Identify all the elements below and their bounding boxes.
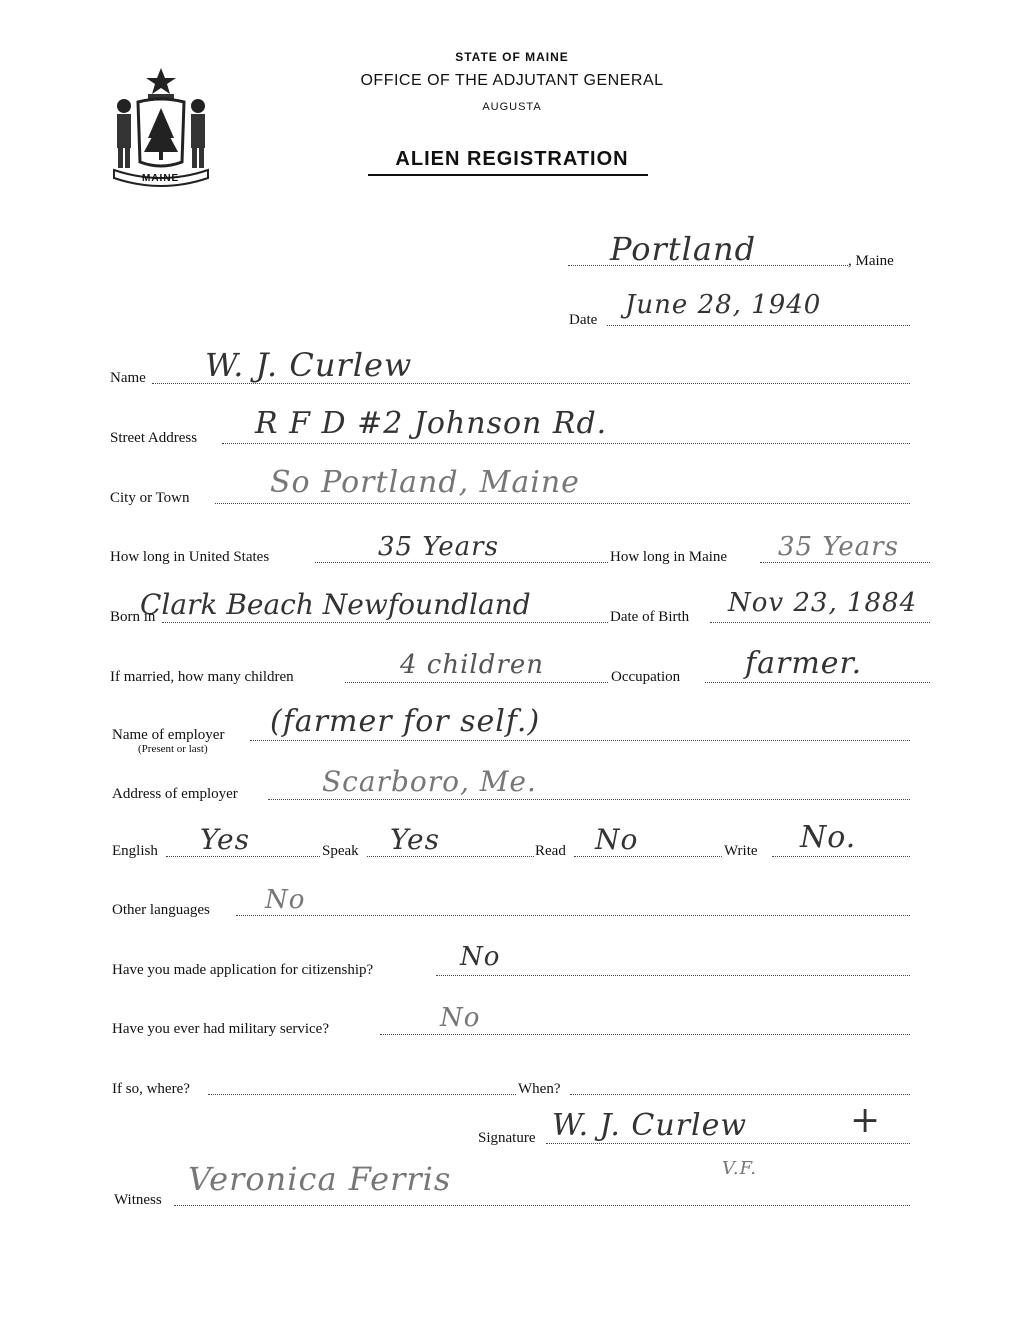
signature-mark: + [850,1100,882,1141]
signature-value: W. J. Curlew [552,1108,748,1143]
born-label: Born in [110,609,156,625]
years-maine-line [760,562,930,563]
date-label: Date [569,312,598,328]
english-line [166,856,320,857]
where-line [208,1094,516,1095]
years-maine-label: How long in Maine [610,549,728,565]
occupation-value: farmer. [745,646,863,681]
city-label: City or Town [110,490,190,506]
when-line [570,1094,910,1095]
witness-label: Witness [114,1192,162,1208]
employer-sublabel: (Present or last) [138,743,208,755]
years-maine-value: 35 Years [778,532,899,562]
years-us-value: 35 Years [378,532,499,562]
english-value: Yes [200,823,250,856]
read-line [574,856,722,857]
read-value: No [595,823,639,856]
header-city: AUGUSTA [482,101,542,113]
name-label: Name [110,370,146,386]
street-value: R F D #2 Johnson Rd. [255,406,608,441]
place-label: , Maine [848,253,894,269]
header-office: OFFICE OF THE ADJUTANT GENERAL [360,72,664,89]
street-label: Street Address [110,430,198,446]
write-value: No. [800,820,857,855]
citizenship-line [436,975,910,976]
read-label: Read [535,843,566,859]
employer-value: (farmer for self.) [270,704,541,739]
employer-line [250,740,910,741]
dob-value: Nov 23, 1884 [728,588,918,618]
street-line [222,443,910,444]
seal-banner-text: MAINE [142,173,180,184]
citizenship-value: No [460,942,501,972]
other-languages-label: Other languages [112,902,210,918]
years-us-label: How long in United States [110,549,270,565]
date-value: June 28, 1940 [625,290,822,320]
place-value: Portland [610,230,757,268]
title-underline [368,174,648,176]
header-state: STATE OF MAINE [455,50,569,64]
date-line [607,325,910,326]
employer-label: Name of employer [112,727,225,743]
other-languages-value: No [265,885,306,915]
name-value: W. J. Curlew [205,346,413,384]
english-label: English [112,843,158,859]
employer-address-value: Scarboro, Me. [322,765,537,798]
military-value: No [440,1003,481,1033]
dob-line [710,622,930,623]
where-label: If so, where? [112,1081,190,1097]
signature-initials: V.F. [722,1158,757,1179]
witness-line [174,1205,910,1206]
children-label: If married, how many children [110,669,294,685]
citizenship-label: Have you made application for citizenship? [112,962,374,978]
speak-value: Yes [390,823,440,856]
write-line [772,856,910,857]
city-line [215,503,910,504]
children-line [345,682,608,683]
occupation-line [705,682,930,683]
military-line [380,1034,910,1035]
when-label: When? [518,1081,561,1097]
employer-address-line [268,799,910,800]
witness-value: Veronica Ferris [188,1160,452,1198]
years-us-line [315,562,608,563]
military-label: Have you ever had military service? [112,1021,329,1037]
born-line [162,622,608,623]
write-label: Write [724,843,758,859]
dob-label: Date of Birth [610,609,690,625]
speak-label: Speak [322,843,359,859]
occupation-label: Occupation [611,669,681,685]
speak-line [367,856,534,857]
employer-address-label: Address of employer [112,786,238,802]
state-seal [108,66,214,190]
city-value: So Portland, Maine [270,465,580,500]
other-languages-line [236,915,910,916]
form-title: ALIEN REGISTRATION [395,148,629,170]
signature-label: Signature [478,1130,536,1146]
born-value: Clark Beach Newfoundland [140,588,531,621]
signature-line [546,1143,910,1144]
children-value: 4 children [400,650,544,680]
